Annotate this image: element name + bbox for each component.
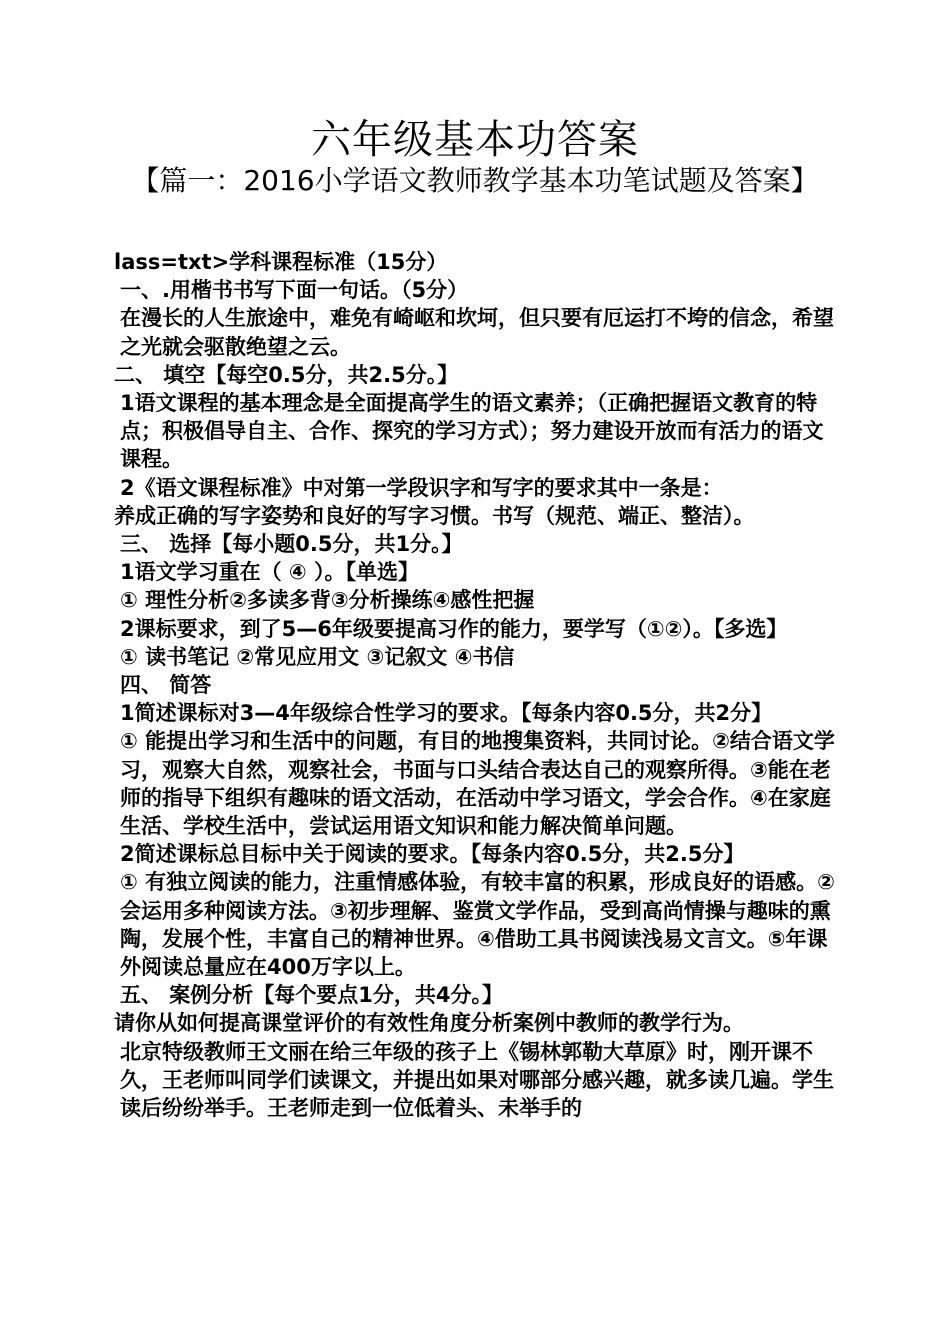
body-paragraph: 2课标要求，到了5—6年级要提高习作的能力，要学写（①②）。【多选】: [120, 616, 788, 641]
body-line: 养成正确的写字姿势和良好的写字习惯。书写（规范、端正、整洁）。: [114, 503, 755, 528]
section-heading: 一、.用楷书书写下面一句话。（5分）: [120, 278, 469, 303]
body-paragraph: 2简述课标总目标中关于阅读的要求。【每条内容0.5分，共2.5分】: [120, 842, 745, 867]
document-title: 六年级基本功答案: [311, 117, 639, 163]
body-paragraph: 北京特级教师王文丽在给三年级的孩子上《锡林郭勒大草原》时，刚开课不久，王老师叫同学们读课文，并提出如果对哪部分感兴趣，就多读几遍。学生读后纷纷举手。王老师走到一位低着头、未举手的: [120, 1039, 834, 1121]
body-paragraph: 1简述课标对3—4年级综合性学习的要求。【每条内容0.5分，共2分】: [120, 701, 773, 726]
section-heading: 四、 简答: [120, 673, 212, 698]
document-subtitle: 【篇一：2016小学语文教师教学基本功笔试题及答案】: [131, 164, 819, 197]
body-line: 2《语文课程标准》中对第一学段识字和写字的要求其中一条是：: [120, 475, 723, 500]
options-line: ① 读书笔记 ②常见应用文 ③记叙文 ④书信: [120, 644, 515, 669]
body-line: 请你从如何提高课堂评价的有效性角度分析案例中教师的教学行为。: [114, 1011, 744, 1036]
body-line: lass=txt>学科课程标准（15分）: [114, 250, 448, 274]
body-paragraph: 1语文课程的基本理念是全面提高学生的语文素养；（正确把握语文教育的特点；积极倡导自主、合作、探究的学习方式）；努力建设开放而有活力的语文课程。: [120, 391, 824, 472]
section-heading: 五、 案例分析【每个要点1分，共4分。】: [120, 983, 504, 1008]
section-heading: 三、 选择【每小题0.5分，共1分。】: [120, 532, 463, 557]
document-body: [114, 248, 844, 1122]
body-paragraph: ① 能提出学习和生活中的问题，有目的地搜集资料，共同讨论。②结合语文学习，观察大自然，观察社会，书面与口头结合表达自己的观察所得。③能在老师的指导下组织有趣味的语文活动，在活动中学习语文，学会合作。④在家庭生活、学校生活中，尝试运用语文知识和能力解决简单问题。: [120, 729, 835, 839]
body-line: 1语文学习重在（ ④ ）。【单选】: [120, 560, 420, 585]
section-heading: 二、 填空【每空0.5分，共2.5分。】: [114, 362, 459, 387]
body-paragraph: 在漫长的人生旅途中，难免有崎岖和坎坷，但只要有厄运打不垮的信念，希望之光就会驱散绝望之云。: [120, 306, 834, 359]
options-line: ① 理性分析②多读多背③分析操练④感性把握: [120, 588, 535, 613]
body-paragraph: ① 有独立阅读的能力，注重情感体验，有较丰富的积累，形成良好的语感。②会运用多种阅读方法。③初步理解、鉴赏文学作品，受到高尚情操与趣味的熏陶，发展个性，丰富自己的精神世界。④借助工具书阅读浅易文言文。⑤年课外阅读总量应在400万字以上。: [120, 870, 835, 980]
